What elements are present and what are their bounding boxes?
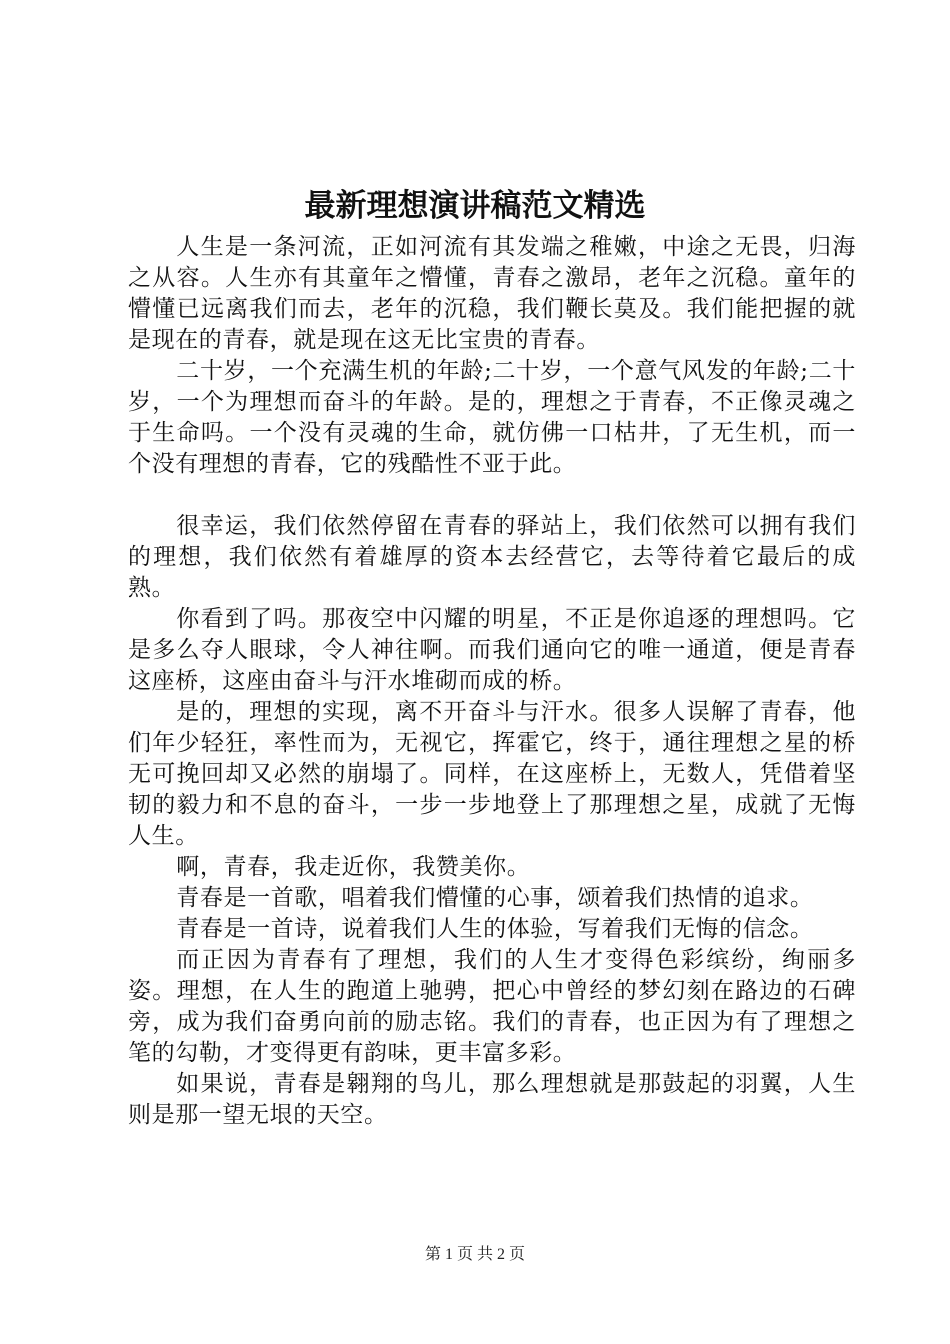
paragraph: 青春是一首歌，唱着我们懵懂的心事，颂着我们热情的追求。: [176, 885, 814, 911]
document-title: 最新理想演讲稿范文精选: [304, 188, 646, 224]
paragraph: 是的，理想的实现，离不开奋斗与汗水。很多人误解了青春，他们年少轻狂，率性而为，无视它，挥霍它，终于，通往理想之星的桥无可挽回却又必然的崩塌了。同样，在这座桥上，无数人，凭借着坚韧的毅力和不息的奋斗，一步一步地登上了那理想之星，成就了无悔人生。: [128, 699, 856, 849]
paragraph: 二十岁，一个充满生机的年龄;二十岁，一个意气风发的年龄;二十岁，一个为理想而奋斗的年龄。是的，理想之于青春，不正像灵魂之于生命吗。一个没有灵魂的生命，就仿佛一口枯井，了无生机，而一个没有理想的青春，它的残酷性不亚于此。: [128, 358, 856, 477]
paragraph: 很幸运，我们依然停留在青春的驿站上，我们依然可以拥有我们的理想，我们依然有着雄厚的资本去经营它，去等待着它最后的成熟。: [128, 513, 856, 601]
document-body: [128, 232, 856, 1131]
paragraph: 人生是一条河流，正如河流有其发端之稚嫩，中途之无畏，归海之从容。人生亦有其童年之懵懂，青春之激昂，老年之沉稳。童年的懵懂已远离我们而去，老年的沉稳，我们鞭长莫及。我们能把握的就是现在的青春，就是现在这无比宝贵的青春。: [128, 234, 856, 353]
paragraph: 青春是一首诗，说着我们人生的体验，写着我们无悔的信念。: [176, 916, 814, 942]
paragraph: 而正因为青春有了理想，我们的人生才变得色彩缤纷，绚丽多姿。理想，在人生的跑道上驰骋，把心中曾经的梦幻刻在路边的石碑旁，成为我们奋勇向前的励志铭。我们的青春，也正因为有了理想之笔的勾勒，才变得更有韵味，更丰富多彩。: [128, 947, 856, 1066]
paragraph: 你看到了吗。那夜空中闪耀的明星，不正是你追逐的理想吗。它是多么夺人眼球，令人神往啊。而我们通向它的唯一通道，便是青春这座桥，这座由奋斗与汗水堆砌而成的桥。: [128, 606, 856, 694]
paragraph: 如果说，青春是翱翔的鸟儿，那么理想就是那鼓起的羽翼，人生则是那一望无垠的天空。: [128, 1071, 856, 1128]
page-number-footer: 第 1 页 共 2 页: [424, 1246, 525, 1263]
paragraph: 啊，青春，我走近你，我赞美你。: [176, 854, 531, 880]
